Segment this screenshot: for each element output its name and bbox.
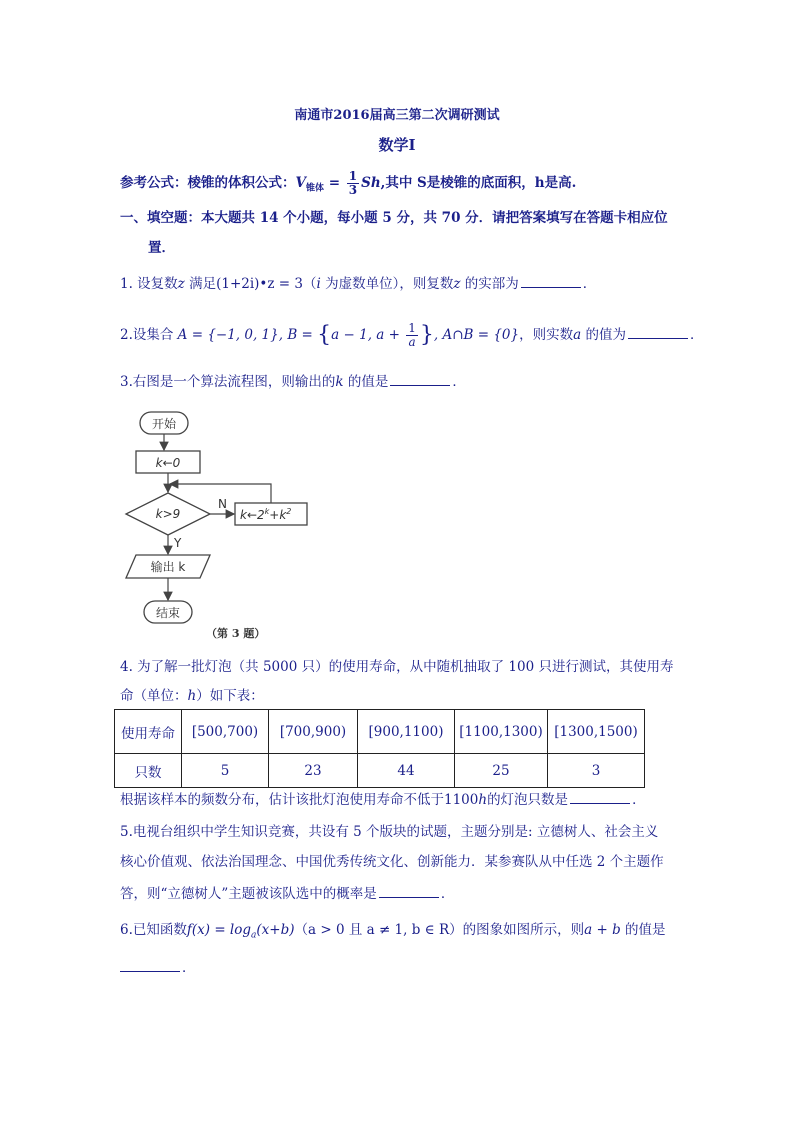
table-cell: 3 — [548, 754, 645, 788]
table-header-lifespan: 使用寿命 — [115, 710, 182, 754]
table-header-count: 只数 — [115, 754, 182, 788]
flowchart-start-label: 开始 — [151, 417, 177, 431]
q4-after-val: 1100 — [444, 792, 479, 808]
formula-num: 1 — [348, 169, 358, 183]
formula-sh: Sh — [361, 175, 381, 191]
q2-left-brace: { — [317, 322, 332, 348]
q3-answer-blank[interactable] — [390, 373, 450, 386]
q2-period: ． — [689, 327, 704, 343]
q1-after: 为虚数单位），则复数 — [320, 276, 454, 292]
question-6 — [120, 920, 666, 946]
q5-period: ． — [440, 886, 455, 902]
q1-end: 的实部为 — [460, 276, 519, 292]
q2-intersection: , A∩B = {0} — [433, 327, 520, 343]
section-header-line1: 一、填空题：本大题共 14 个小题，每小题 5 分，共 70 分．请把答案填写在答题卡相应位 — [120, 210, 668, 226]
q4-period: ． — [632, 792, 646, 808]
question-6-answer-line — [120, 958, 196, 978]
question-4-line2 — [120, 686, 264, 706]
q4-after-h: h — [478, 792, 488, 808]
q4-after-post: 的灯泡只数是 — [487, 792, 569, 808]
q6-arg: (x+b) — [256, 922, 295, 938]
q3-text: 3.右图是一个算法流程图，则输出的 — [120, 374, 336, 390]
flowchart-decision-label: k>9 — [155, 507, 181, 521]
table-cell: [1100,1300) — [455, 710, 548, 754]
q1-mid: 满足 — [184, 276, 217, 292]
q6-prefix: 6.已知函数 — [120, 922, 187, 938]
q2-end: 的值为 — [581, 327, 626, 343]
question-3 — [120, 372, 466, 392]
flowchart — [118, 404, 448, 644]
flowchart-output-label: 输出 k — [150, 560, 186, 574]
table-cell: 23 — [269, 754, 358, 788]
q4-h: h — [187, 688, 197, 704]
formula-v-sub: 锥体 — [305, 183, 324, 194]
flowchart-caption: （第 3 题） — [206, 627, 266, 640]
flowchart-init-label: k←0 — [155, 456, 181, 470]
q6-period: ． — [182, 960, 196, 976]
reference-formula — [120, 170, 576, 199]
q4-line2-post: ）如下表： — [196, 688, 264, 704]
lifespan-table — [114, 709, 645, 788]
q4-answer-blank[interactable] — [570, 791, 630, 804]
table-row — [115, 710, 645, 754]
q2-frac-num: 1 — [408, 321, 416, 335]
q2-right-brace: } — [419, 322, 434, 348]
exam-subtitle: 数学Ⅰ — [378, 136, 416, 154]
formula-rest: ,其中 S是棱锥的底面积，h是高. — [380, 175, 577, 191]
q6-fx: f(x) = log — [186, 922, 252, 938]
table-cell: 5 — [182, 754, 269, 788]
q2-after: ，则实数 — [519, 327, 574, 343]
table-cell: [500,700) — [182, 710, 269, 754]
table-cell: 25 — [455, 754, 548, 788]
question-5-line1: 5.电视台组织中学生知识竞赛，共设有 5 个版块的试题，主题分别是: 立德树人、社会主义 — [120, 824, 659, 840]
q3-k: k — [335, 374, 344, 390]
q4-after-pre: 根据该样本的频数分布，估计该批灯泡使用寿命不低于 — [120, 792, 444, 808]
table-cell: [900,1100) — [358, 710, 455, 754]
formula-eq: = — [324, 175, 345, 191]
flowchart-no-label: N — [218, 497, 227, 511]
table-cell: [1300,1500) — [548, 710, 645, 754]
q5-line3-text: 答，则“立德树人”主题被该队选中的概率是 — [120, 886, 377, 902]
section-header-line2: 置． — [148, 240, 175, 256]
q2-a: a — [573, 327, 582, 343]
q1-z2: z — [453, 276, 461, 292]
q4-line2-pre: 命（单位： — [120, 688, 188, 704]
table-cell: 44 — [358, 754, 455, 788]
q2-set-b-pre: , B = — [278, 327, 318, 343]
flowchart-end-label: 结束 — [155, 606, 181, 620]
q3-period: ． — [452, 374, 466, 390]
question-5-line2: 核心价值观、依法治国理念、中国优秀传统文化、创新能力．某参赛队从中任选 2 个主题作 — [120, 854, 664, 870]
table-row — [115, 754, 645, 788]
q2-frac-den: a — [408, 335, 416, 349]
q1-prefix: 1. 设复数 — [120, 276, 178, 292]
question-5-line3 — [120, 884, 454, 904]
exam-title: 南通市2016届高三第二次调研测试 — [294, 108, 500, 123]
q2-prefix: 2.设集合 — [120, 327, 178, 343]
q6-answer-blank[interactable] — [120, 959, 180, 972]
q6-end: 的值是 — [620, 922, 666, 938]
q1-period: ． — [582, 276, 597, 292]
q2-set-a: A = {−1, 0, 1} — [177, 327, 279, 343]
flowchart-update-label: $k\leftarrow 2^k+k^2$ — [240, 507, 292, 522]
question-2 — [120, 322, 703, 349]
q2-answer-blank[interactable] — [628, 326, 688, 339]
q6-cond: （a > 0 且 a ≠ 1, b ∈ R） — [294, 922, 463, 938]
q6-after: 的图象如图所示，则 — [462, 922, 585, 938]
flowchart-yes-label: Y — [174, 536, 182, 550]
q6-ab: a + b — [584, 922, 621, 938]
q5-answer-blank[interactable] — [379, 885, 439, 898]
q6-sub: a — [251, 930, 257, 941]
table-cell: [700,900) — [269, 710, 358, 754]
q1-expr: (1+2i)•z = 3 — [216, 276, 303, 292]
q1-answer-blank[interactable] — [521, 275, 581, 288]
q2-fraction — [406, 322, 418, 349]
q1-i: i — [316, 276, 321, 292]
question-4-line1: 4. 为了解一批灯泡（共 5000 只）的使用寿命，从中随机抽取了 100 只进行测试，其使用寿 — [120, 659, 674, 675]
q3-end: 的值是 — [343, 374, 389, 390]
formula-label: 参考公式：棱锥的体积公式： — [120, 175, 296, 191]
q2-set-b-elems: a − 1, a + — [331, 327, 405, 343]
q1-z: z — [177, 276, 185, 292]
q1-paren: （ — [303, 276, 317, 292]
question-4-followup — [120, 790, 646, 810]
formula-den: 3 — [348, 183, 358, 197]
formula-fraction — [347, 170, 359, 197]
formula-v: V — [295, 175, 306, 191]
question-1 — [120, 274, 596, 294]
